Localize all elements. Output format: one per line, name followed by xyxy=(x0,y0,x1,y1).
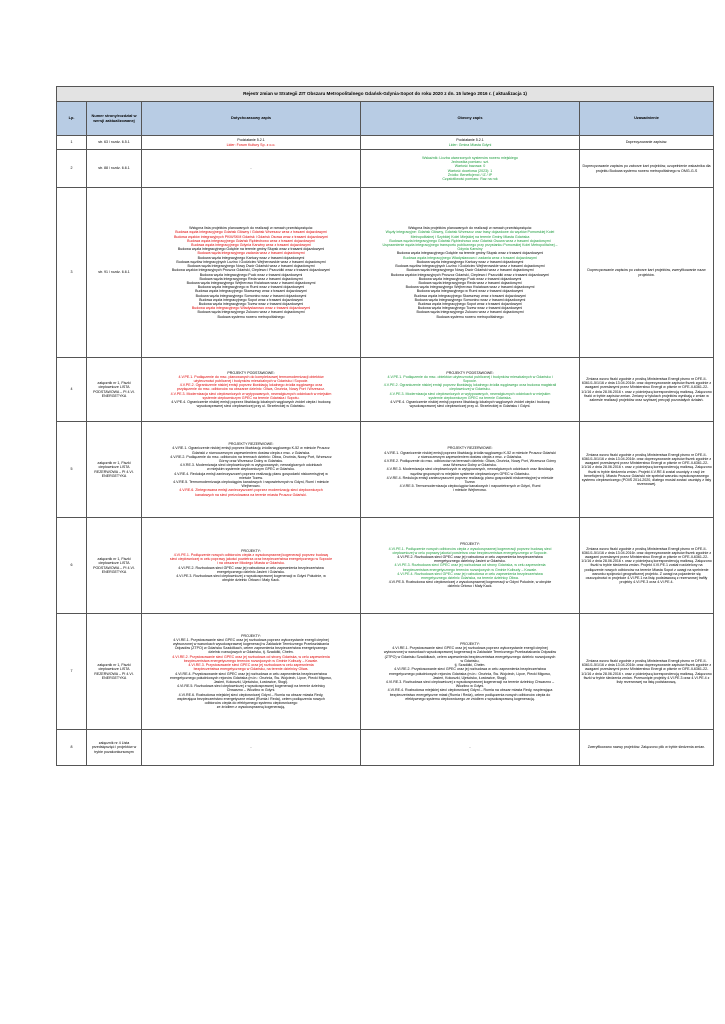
previous-text-line: Budowa węzła integracyjnego Sopot wraz z trasami dojazdowymi xyxy=(199,297,303,302)
previous-text-line: energetycznego dzielnic Jasień i Gdańsku. xyxy=(216,569,286,574)
current-text-line: 4.VI.PE.4. Rozbudowa sieci GPEC oraz jej rozbudowa w celu zapewnienia bezpieczeństwa xyxy=(397,571,543,576)
current-text-line: (ZTPO) w Gdańsku Szadółkach, celem zapewnienia bezpieczeństwa energetycznego dzielnic rozwojowych xyxy=(384,654,556,659)
previous-text-line: systemie ciepłowniczym GPEC na terenie Gdańska i Sopotu. xyxy=(202,395,300,400)
current-text-line: Lider: Gmina Miasta Gdyni xyxy=(448,142,492,147)
current-text-line: 4.V.PE.3. Modernizacja sieci ciepłowniczych w wytypowanych, newralgicznych odcinkach w miejskim xyxy=(389,391,551,396)
previous-text-line: energetycznego południowych rejonów Gdańska (m.in.: Oruńnia, Św. Wojciech, Lipce, Piecki Migowo, xyxy=(170,675,332,680)
previous-text-cell xyxy=(142,188,361,358)
header-justification: Uzasadnienie xyxy=(580,102,714,136)
change-register-sheet xyxy=(56,86,714,766)
previous-text-line: 4.VI.PE.1. Podłączenie nowych odbiorców ciepła z wysokosprawnej kogeneracji poprzez budowę xyxy=(173,552,329,557)
previous-text-line: 4.VI.RE.1. Przystosowanie sieci GPEC oraz jej rozbudowa poprzez wykorzystanie energii cieplnej xyxy=(173,637,329,642)
header-lp: Lp. xyxy=(57,102,87,136)
previous-text-cell xyxy=(142,136,361,150)
current-text-line: Wartość bazowa: 0 xyxy=(454,164,486,169)
previous-text-line: PROJEKTY: xyxy=(241,633,261,638)
previous-text-cell xyxy=(142,150,361,188)
current-text-cell xyxy=(361,422,580,518)
previous-text-line: 4.V.RE.1. Ograniczenie niskiej emisji poprzez likwidację źródła węglowego K-52 w mieście Pruszcz xyxy=(172,446,330,451)
previous-text-line: sieci ciepłowniczej w celu poprawy jakości powietrza oraz bezpieczeństwa energetycznego w Sopocie xyxy=(169,557,333,562)
row-number: 2 xyxy=(57,150,87,188)
header-page-number: Numer strony/rozdział w wersji zaktualizowanej xyxy=(87,102,142,136)
current-text-line: 4.VI.PE.3. Rozbudowa sieci GPEC oraz jej rozbudowa od strony Gdańska, w celu zapewnienia xyxy=(394,563,546,568)
current-text-line: Jednostka pomiaru: szt. xyxy=(451,160,489,165)
page-section-cell: załącznik nr 1, Fiszki ciepłownicze LISTA PODSTAWOWA – PI 4.VI. ENERGETYKA xyxy=(87,358,142,422)
current-text-line: PROJEKTY: xyxy=(460,642,480,647)
previous-text-line: Chwarzno – Wiczlino w Gdyni. xyxy=(226,688,276,693)
previous-text-line: Budowa węzłów integracyjnych Pruszcz Gdański, Cieplewo i Pszczółki wraz z trasami dojazdowymi xyxy=(171,268,331,273)
justification-cell: Zmiana wzoru fiszki zgodnie z prośbą Ministerstwa Energii pismo nr DFE-II-6361/1-5/1/16 z dnia 13.04.2016r. oraz doprecyzowanie zapisów fiszek zgodnie z uwagami przesłanymi przez Ministerstwo Energii w piśmie nr DFE-II-6361-22-1/1/16 z dnia 28.06.2016 r. oraz z późniejszą korespondencją mailową. Załączono fiszki w trybie śledzenia zmian. Projekt 4.VI.PE.1 został rozdzielony na podłączenie nowych odbiorców na terenie Miasta Sopot z uwagi na spełnienie warunku spójności geograficznej projektu. Z uwagi na pojawienie się oszczędności w projekcie 4.VI.PE.1 na listę podstawową z rezerwowej trafiły projekty 4.VI.PE.3 oraz 4.VI.PE.4. xyxy=(580,518,714,614)
current-text-line: energetycznego dzielnic Gdańska, na terenie dzielnicy Oliwa. xyxy=(421,576,519,580)
current-text-line: energetycznego południowych rejonów Gdańska (m.in.: Oruńnia, Św. Wojciech, Lipce, Piecki Migowo, xyxy=(389,671,551,676)
current-text-line: 4.V.PE.2. Ograniczenie niskiej emisji poprzez likwidację lokalnego źródła węglowego oraz budowa magistrali xyxy=(383,383,557,388)
page-section-cell: str. 91 / rozdz. 6.6.1 xyxy=(87,188,142,358)
current-text-line: 4.V.RE.2. Podłączenie do msc. odbiorców na terenach dzielnic: Oliwa, Oruńnia, Nowy Port, Wrzeszcz Górny xyxy=(383,458,557,463)
page-section-cell: str. 88 / rozdz. 6.6.1 xyxy=(87,150,142,188)
previous-text-line: 4.VI.RE.5. Rozbudowa sieci ciepłowniczej z wysokosprawnej kogeneracji na terenie dzielnicy xyxy=(176,684,326,689)
table-row xyxy=(57,422,714,518)
current-text-line: PROJEKTY REZERWOWE: xyxy=(447,446,493,451)
current-text-line: 4.VI.RE.4. Rozbudowa miejskiej sieci ciepłowniczej Gdyni – Rumia na obszar miasta Redy, wspierająca xyxy=(387,688,553,693)
current-text-line: 4.VI.RE.3. Rozbudowa sieci ciepłowniczej z wysokosprawnej kogeneracji na terenie dzielnicy Chwarzno – xyxy=(385,679,555,684)
previous-text-line: mieście Tczew. xyxy=(239,475,263,480)
current-text-line: Budowa systemu roweru metropolitalnego xyxy=(436,314,504,319)
justification-cell: Zmiana wzoru fiszki zgodnie z prośbą Ministerstwa Energii pismo nr DFE-II-6361/1-5/1/16 z dnia 13.04.2016r. oraz doprecyzowanie zapisów fiszek zgodnie z uwagami przesłanymi przez Ministerstwo Energii w piśmie nr DFE-II-6361-22-1/1/16 z dnia 28.06.2016 r. oraz z późniejszą korespondencją mailową. Załączono fiszki w trybie zapisów zmian. Zmiany w tytułach projektów wynikają z zmian w zakresie realizacji projektów oraz szybszej precyzji pozostałych działań. xyxy=(580,358,714,422)
table-row xyxy=(57,518,714,614)
current-text-line: Wartość docelowa (2023): 1 xyxy=(447,168,493,173)
current-text-line: Budowa węzła integracyjnego Żukowo wraz z trasami dojazdowymi xyxy=(416,310,524,315)
previous-text-line: PROJEKTY: xyxy=(241,548,261,553)
current-text-line: 4.V.RE.5. Termomodernizacja ciepłociągów kanałowych i napowietrznych w Gdyni, Rumi xyxy=(399,484,541,489)
previous-text-line: Budowa węzła integracyjnego Skarszewy wraz z trasami dojazdowymi xyxy=(195,289,307,294)
previous-text-line: i na obszarze Miodego Miasta w Gdańsku. xyxy=(217,561,285,566)
current-text-line: i mieście Wejherowo. xyxy=(453,488,487,493)
previous-text-line: Budowa węzła integracyjnego Gdynia Karwiny wraz z trasami dojazdowymi xyxy=(191,243,311,248)
previous-text-line: Budowa węzłów integracyjnych Luzino i Godziciec Wejherowskie wraz z trasami dojazdowymi xyxy=(176,259,326,264)
header-current-text: Obecny zapis xyxy=(361,102,580,136)
previous-text-line: 4.V.PE.2. Ograniczenie niskiej emisji poprzez likwidację lokalnego źródła węglowego oraz xyxy=(179,383,323,388)
previous-text-line: Gdański z równoczesnym zapewnieniem dostaw ciepła z msc. z Gdańska. xyxy=(191,450,311,455)
current-text-line: Budowa węzła integracyjnego Gołębie na terenie gminy Słupsk wraz z trasami dojazdowymi xyxy=(396,251,544,256)
current-text-line: energetycznego dzielnicy Jasień w Gdańsku. xyxy=(434,559,506,564)
change-register-table xyxy=(56,101,714,766)
current-text-line: Budowa węzła integracyjnego Tczew wraz z trasami dojazdowymi xyxy=(417,306,523,311)
current-text-line: Budowa węzła integracyjnego Władysławowo i zadania wraz z trasami dojazdowymi xyxy=(403,255,537,260)
table-row xyxy=(57,136,714,150)
previous-text-line: Budowa węzła integracyjnego zadania wraz z trasami dojazdowymi xyxy=(197,251,305,256)
previous-text-line: Jasień, Kokoszki, Ujeścisko, Łostowice, Stogi). xyxy=(213,679,289,684)
current-text-line: Gdynia Karwiny xyxy=(457,247,483,252)
previous-text-line: 4.V.RE.3. Modernizacja sieci ciepłowniczych w wytypowanych, newralgicznych odcinkach xyxy=(179,463,323,468)
current-text-line: 4.VI.PE.1. Podłączenie nowych odbiorców ciepła z wysokosprawnej kogeneracji poprzez budowę sieci xyxy=(388,546,552,551)
row-number: 1 xyxy=(57,136,87,150)
previous-text-line: odbiorców ciepła do efektywnego systemu ciepłowniczego xyxy=(204,700,298,705)
previous-text-line: Budowa węzła integracyjnego Żukowo wraz z trasami dojazdowymi xyxy=(197,310,305,315)
justification-cell: Doprecyzowanie zapisów. xyxy=(580,136,714,150)
previous-text-line: 4.VI.RE.4. Przystosowanie sieci GPEC oraz jej rozbudowa w celu zapewnienia bezpieczeństwa xyxy=(175,671,327,676)
current-text-line: oraz Wrzeszcz Dolny w Gdańsku. xyxy=(443,463,497,468)
current-text-line: 4.V.PE.4. Ograniczenie niskiej emisji poprzez likwidację lokalnych węglowych źródeł ciepła i budowę xyxy=(390,400,550,404)
previous-text-line: Budowa węzła integracyjnego Reda wraz z trasami dojazdowymi xyxy=(199,276,303,281)
previous-text-line: 4.V.PE.1. Podłączenie do msc. planowanych do kompleksowej termomodernizacji obiektów xyxy=(178,374,324,379)
previous-text-line: Podziałanie 5.2.1 xyxy=(237,138,265,143)
justification-cell: Zmiana wzoru fiszki zgodnie z prośbą Ministerstwa Energii pismo nr DFE-II-6361/1-5/1/16 z dnia 13.04.2016r. oraz doprecyzowanie zapisów fiszek zgodnie z uwagami przesłanymi przez Ministerstwo Energii w piśmie nr DFE-II-6361-22-1/1/16 z dnia 28.06.2016 r. oraz z późniejszą korespondencją mailową. Załączono fiszki w trybie śledzenia zmian. Przesunięte projekty 4.VI.PE.3 oraz 4.VI.PE.4 z listy rezerwowej na listę podstawową. xyxy=(580,614,714,730)
current-text-line: 4.VI.RE.2. Przystosowanie sieci GPEC oraz jej rozbudowa w celu zapewnienia bezpieczeństwa xyxy=(394,667,546,672)
justification-cell: Zweryfikowano nazwy projektów. Załączono plik w trybie śledzenia zmian. xyxy=(580,730,714,766)
current-text-line: PROJEKTY PODSTAWOWE: xyxy=(446,370,494,375)
page-section-cell: załącznik nr 4 Lista przedsięwzięć i projektów w trybie pozakonkursowym xyxy=(87,730,142,766)
current-text-line: 4.V.RE.1. Ograniczenie niskiej emisji poprzez likwidację źródła węglowego K-52 w mieście Pruszcz Gdański xyxy=(384,450,556,455)
current-text-line: Podziałanie 5.2.1 xyxy=(456,138,484,143)
current-text-line: z równoczesnym zapewnieniem dostaw ciepła z msc. z Gdańska. xyxy=(417,454,523,459)
previous-text-line: PROJEKTY REZERWOWE: xyxy=(228,442,274,447)
current-text-line: Wskaźnik: Liczba utworzonych systemów roweru miejskiego xyxy=(422,155,518,160)
previous-text-line: wysokosprawnej sieci ciepłowniczej przy ul. Strzeleckiej w Gdańsku. xyxy=(196,404,306,409)
previous-text-line: Budowa węzła integracyjnego Puck wraz z trasami dojazdowymi xyxy=(199,272,303,277)
current-text-line: wysokosprawnej sieci ciepłowniczej przy ul. Strzeleckiej w Gdańsku i Gdyni. xyxy=(409,404,531,409)
current-text-line: ciepłowniczej w Gdańsku. xyxy=(449,387,491,392)
previous-text-line: Budowa węzła integracyjnego Kartuzy wraz z trasami dojazdowymi xyxy=(197,255,305,260)
previous-text-line: kanałowych na sieci preizolowana na terenie miasta Pruszcz Gdański. xyxy=(195,492,307,497)
previous-text-line: Budowa węzła integracyjnego Tczew wraz z trasami dojazdowymi xyxy=(198,301,304,306)
previous-text-line: wspierająca bezpieczeństwo energetyczne miast (Rumia i Reda), celem podłączenia nowych xyxy=(177,696,325,701)
current-text-line: 4.VI.RE.1. Przystosowanie sieci GPEC oraz jej rozbudowa poprzez wykorzystanie energii cieplnej xyxy=(392,646,548,651)
previous-text-line: Wejherowo. xyxy=(241,484,261,489)
current-text-line: Węzły integracyjne: Gdańsk Główny, Gdańsk Wrzeszcz oraz trasy dojazdowe do węzłów Pomorskiej Kolei xyxy=(385,230,555,235)
current-text-line: 4.V.RE.3. Modernizacja sieci ciepłowniczych w wytypowanych, newralgicznych odcinkach oraz likwidacja xyxy=(386,467,554,472)
previous-text-line: Budowa węzła integracyjnego Gołębie na terenie gminy Słupsk wraz z trasami dojazdowymi xyxy=(177,247,325,252)
current-text-cell xyxy=(361,358,580,422)
previous-text-line: Budowa węzła integracyjnego Gdańsk Główny i Gdańsk Wrzeszcz wraz z trasami dojazdowymi xyxy=(175,230,327,235)
current-text-line: 4.V.RE.4. Redukcja emisji zanieczyszczeń poprzez realizację planu gospodarki niskoemisyjnej w mieście xyxy=(386,475,554,480)
current-text-line: ciepłowniczej w celu poprawy jakości powietrza oraz bezpieczeństwa energetycznego w Sopocie. xyxy=(392,550,548,555)
previous-text-line: Wstępna lista projektów planowanych do realizacji w ramach przedsięwzięcia: xyxy=(189,226,313,231)
previous-text-line: przyłączenie do msc. odbiorców na obszarze dzielnic: Oliwa, Oruńnia, Nowy Port i Wrzeszcz. xyxy=(176,387,326,392)
current-text-line: Budowa węzła integracyjnego Puck wraz z trasami dojazdowymi xyxy=(418,276,522,281)
current-text-line: Tczew. xyxy=(464,480,476,484)
previous-text-line: Górny oraz Wrzeszcz Dolny w Gdańsku. xyxy=(218,458,284,463)
row-number: 5 xyxy=(57,422,87,518)
previous-text-line: Budowa węzła integracyjnego Władysławowo wraz z trasami dojazdowymi xyxy=(191,306,311,311)
current-text-line: Metropolitalnej i Szybkiej Kolei Miejskiej na terenie Gminy Miasta Gdańska xyxy=(410,234,530,239)
previous-text-line: 4.V.RE.2. Podłączenie do msc. odbiorców na terenach dzielnic: Oliwa, Oruńnia, Nowy Port, Wrzeszcz xyxy=(170,454,332,459)
previous-text-line: Budowa węzła integracyjnego Somonino wraz z trasami dojazdowymi xyxy=(195,293,307,298)
previous-text-line: Budowa węzła integracyjnego Gdańsk Rębiechowo wraz z trasami dojazdowymi xyxy=(187,238,315,243)
current-text-cell xyxy=(361,150,580,188)
current-text-line: 4.VI.PE.2. Rozbudowa sieci GPEC oraz jej rozbudowa w celu zapewnienia bezpieczeństwa xyxy=(397,554,543,559)
previous-text-line: 4.V.PE.4. Ograniczenie niskiej emisji poprzez likwidację lokalnych węglowych źródeł ciepła i budowę xyxy=(171,400,331,404)
previous-text-line: 4.V.PE.3. Modernizacja sieci ciepłowniczych w wytypowanych, newralgicznych odcinkach w miejskim xyxy=(170,391,332,396)
previous-text-line: bezpieczeństwa energetycznego terenów rozwojowych w Gminie Kolbudy – Kowale. xyxy=(183,658,319,663)
current-text-line: Wiczlino w Gdyni. xyxy=(455,684,485,689)
current-text-line: Źródło: Beneficjenci / IZ / IP xyxy=(447,172,493,177)
current-text-line: Częstotliwość pomiaru: Raz na rok xyxy=(442,176,498,181)
previous-text-cell xyxy=(142,358,361,422)
current-text-line: efektywnego systemu ciepłowniczego ze źródłem z wysokosprawną kogeneracją. xyxy=(405,696,535,701)
current-text-line: dzielnic Orłowo i Mały Kack. xyxy=(447,584,493,589)
previous-text-cell xyxy=(142,422,361,518)
current-text-line: Budowa węzła integracyjnego Reda wraz z trasami dojazdowymi xyxy=(418,280,522,285)
row-number: 8 xyxy=(57,730,87,766)
current-text-cell xyxy=(361,614,580,730)
current-text-line: Budowa węzła integracyjnego Skarszewy wraz z trasami dojazdowymi xyxy=(414,293,526,298)
current-text-line: węzłów grupowych w miejskim systemie ciepłowniczym GPEC w Gdańsku. xyxy=(410,471,530,476)
previous-text-line: ze źródłem z wysokosprawną kogeneracją. xyxy=(216,705,286,710)
current-text-line: bezpieczeństwa energetycznego terenów rozwojowych w Gminie Kolbudy – Kowale. xyxy=(402,567,538,572)
current-text-line: Budowa węzłów integracyjnych Luzino i Godziciec Wejherowskie wraz z trasami dojazdowymi xyxy=(395,264,545,269)
current-text-line: Jasień, Kokoszki, Ujeścisko, Łostowice, Stogi). xyxy=(432,675,508,680)
previous-text-cell xyxy=(142,518,361,614)
previous-text-line: 4.VI.RE.3. Przystosowanie sieci GPEC oraz jej rozbudowa w celu zapewnienia xyxy=(188,663,314,668)
previous-text-line: dzielnic rozwojowych w Gdańsku, tj. Szadółki, Chełm. xyxy=(208,650,294,655)
current-text-cell xyxy=(361,518,580,614)
current-text-line: Budowa węzła integracyjnego Gdańsk Rębiechowo oraz Gdańsk Osowa wraz z trasami dojazdowymi xyxy=(389,238,551,243)
current-text-line: Sopocie. xyxy=(463,378,477,383)
previous-text-line: użyteczności publicznej i budynków mieszkalnych w Gdańsku i Sopocie. xyxy=(193,378,309,383)
previous-text-line: Budowa systemu roweru metropolitalnego xyxy=(217,314,285,319)
page-section-cell: załącznik nr 1, Fiszki ciepłownicze LISTA PODSTAWOWA – PI 4.VI. ENERGETYKA xyxy=(87,518,142,614)
previous-text-line: - xyxy=(250,166,252,171)
justification-cell: Zmiana wzoru fiszki zgodnie z prośbą Ministerstwa Energii pismo nr DFE-II-6361/1-5/1/16 z dnia 13.04.2016r. oraz doprecyzowanie zapisów fiszek zgodnie z uwagami przesłanymi przez Ministerstwo Energii w piśmie nr DFE-II-6361-22-1/1/16 z dnia 28.06.2016 r. oraz z późniejszą korespondencją mailową. Załączono fiszki w trybie śledzenia zmian. Projekt 4.V.RE.6 został usunięty z racji że beneficjent tj. Miasto Pruszcz Gdański nie spełniał warunku wysokosprawnego systemu ciepłowniczego (POIiŚ 2014-2020, dlatego musiał zostać usunięty z listy rezerwowej. xyxy=(580,422,714,518)
previous-text-line: Budowa węzła integracyjnego w Rumi wraz z trasami dojazdowymi xyxy=(197,285,305,290)
current-text-cell xyxy=(361,188,580,358)
previous-text-line: Budowa węzła integracyjnego Nowy Dwór Gdański wraz z trasami dojazdowymi xyxy=(187,264,315,269)
page-section-cell: str. 63 / rozdz. 6.5.1 xyxy=(87,136,142,150)
previous-text-line: 4.V.RE.5. Termomodernizacja ciepłociągów kanałowych i napowietrznych w Gdyni, Rumi i mieście xyxy=(173,480,329,484)
row-number: 7 xyxy=(57,614,87,730)
previous-text-line: 4.VI.PE.2. Rozbudowa sieci GPEC oraz jej rozbudowa w celu zapewnienia bezpieczeństwa xyxy=(178,565,324,570)
current-text-line: tj. Szadółki, Chełm. xyxy=(454,663,486,668)
previous-text-line: Odpadów (ZTPO) w Gdańsku Szadółkach, celem zapewnienia bezpieczeństwa energetycznego xyxy=(174,646,328,651)
previous-text-line: wytworzonej w warunkach wysokosprawnej kogeneracji w Zakładzie Termicznego Przekształcania xyxy=(173,642,329,647)
row-number: 4 xyxy=(57,358,87,422)
previous-text-line: Budowa węzłów integracyjnych PKM/SKM Gdańsk i Gdańsk Osowa wraz z trasami dojazdowymi xyxy=(174,234,328,239)
table-row xyxy=(57,188,714,358)
table-row xyxy=(57,358,714,422)
header-row xyxy=(57,102,714,136)
previous-text-line: w miejskim systemie ciepłowniczym GPEC w Gdańsku. xyxy=(206,467,296,472)
current-text-line: bezpieczeństwo energetyczne miast (Rumia i Reda), celem podłączenia nowych odbiorców ciepła do xyxy=(389,692,551,697)
current-text-cell xyxy=(361,730,580,766)
previous-text-line: 4.VI.PE.3. Rozbudowa sieci ciepłowniczej z wysokosprawnej kogeneracji w Gdyni Południe, w xyxy=(176,573,326,578)
page-section-cell: załącznik nr 1, Fiszki ciepłownicze LISTA REZERWOWA – PI 4.VI. ENERGETYKA xyxy=(87,422,142,518)
current-text-line: Budowa węzła integracyjnego Somonino wraz z trasami dojazdowymi xyxy=(414,297,526,302)
table-row xyxy=(57,614,714,730)
current-text-line: - xyxy=(469,745,471,750)
current-text-line: Wstępna lista projektów planowanych do realizacji w ramach przedsięwzięcia: xyxy=(408,226,532,231)
current-text-line: Budowa węzła integracyjnego Sopot wraz z trasami dojazdowymi xyxy=(418,301,522,306)
row-number: 3 xyxy=(57,188,87,358)
previous-text-line: obrębie dzielnic Orłowo i Mały Kack. xyxy=(222,578,280,583)
row-number: 6 xyxy=(57,518,87,614)
current-text-line: PROJEKTY: xyxy=(460,542,480,547)
previous-text-line: Lider: Forum Kultury Sp. z o.o. xyxy=(226,142,276,147)
current-text-line: 4.V.PE.1. Podłączenie do msc. obiektów użyteczności publicznej i budynków mieszkalnych w Gdańsku i xyxy=(387,374,553,379)
previous-text-line: PROJEKTY PODSTAWOWE: xyxy=(227,370,275,375)
register-title: Rejestr zmian w Strategii ZIT Obszaru Metropolitalnego Gdańsk-Gdynia-Sopot do roku 2020 z dn. 15 lutego 2016 r. ( aktualizacja 1) xyxy=(56,86,714,101)
previous-text-line: 4.V.RE.4. Redukcja emisji zanieczyszczeń poprzez realizację planu gospodarki niskoemisyjnej w xyxy=(174,471,328,476)
justification-cell: Doprecyzowanie zapisów po zaborze kart projektów, uzupełnienie wskaźnika dla projektu Budowa systemu roweru metropolitalnego w OMG-G-S xyxy=(580,150,714,188)
current-text-line: Budowa węzła integracyjnego Kartuzy wraz z trasami dojazdowymi xyxy=(416,259,524,264)
current-text-line: systemie ciepłowniczym GPEC na terenie Gdańska. xyxy=(428,395,512,400)
previous-text-line: 4.V.RE.6. Zintegrowana emisji zanieczyszczeń poprzez modernizację sieci ciepłowniczych xyxy=(179,488,323,493)
previous-text-line: 4.VI.RE.6. Rozbudowa miejskiej sieci ciepłowniczej Gdyni – Rumia na obszar miasta Redy, xyxy=(178,692,324,697)
current-text-line: w Gdańsku, xyxy=(460,658,480,663)
previous-text-line: - xyxy=(250,745,252,750)
page-section-cell: załącznik nr 1, Fiszki ciepłownicze LISTA REZERWOWA – PI 4.VI. ENERGETYKA xyxy=(87,614,142,730)
current-text-line: wytworzonej w warunkach wysokosprawnej kogeneracji w Zakładzie Termicznego Przekształcania Odpadów xyxy=(383,650,557,655)
header-previous-text: Dotychczasowy zapis xyxy=(142,102,361,136)
current-text-line: Budowa węzła integracyjnego Wejherowo Kwiatowa wraz z trasami dojazdowymi xyxy=(405,285,535,290)
previous-text-cell xyxy=(142,614,361,730)
table-row xyxy=(57,150,714,188)
current-text-line: Usprawnienie węzła integracyjnego transportu publicznego przy przystanku Pomorskiej Kolei Metropolitalnej – xyxy=(382,243,558,248)
current-text-line: Budowa węzła integracyjnego Nowy Dwór Gdański wraz z trasami dojazdowymi xyxy=(406,268,534,273)
current-text-line: 4.VI.PE.5. Rozbudowa sieci ciepłowniczej z wysokosprawnej kogeneracji w Gdyni Południe, w obrębie xyxy=(388,580,552,585)
table-row xyxy=(57,730,714,766)
previous-text-line: Budowa węzła integracyjnego Wejherowo Kwiatowa wraz z trasami dojazdowymi xyxy=(186,280,316,285)
previous-text-line: 4.VI.RE.2. Przystosowanie sieci GPEC oraz jej rozbudowa od strony Gdańska, w celu zapewnienia xyxy=(172,654,330,659)
previous-text-line: bezpieczeństwa energetycznego w Gdańsku, na terenie dzielnicy Oliwa. xyxy=(193,667,309,672)
current-text-cell xyxy=(361,136,580,150)
current-text-line: Budowa węzła integracyjnego w Rumi wraz z trasami dojazdowymi xyxy=(416,289,524,294)
justification-cell: Doprecyzowanie zapisów po zaborze kart projektów, zweryfikowanie nazw projektów. xyxy=(580,188,714,358)
previous-text-cell xyxy=(142,730,361,766)
current-text-line: Budowa węzłów integracyjnych Pruszcz Gdański, Cieplewo i Pszczółki wraz z trasami dojazdowymi xyxy=(390,272,550,277)
